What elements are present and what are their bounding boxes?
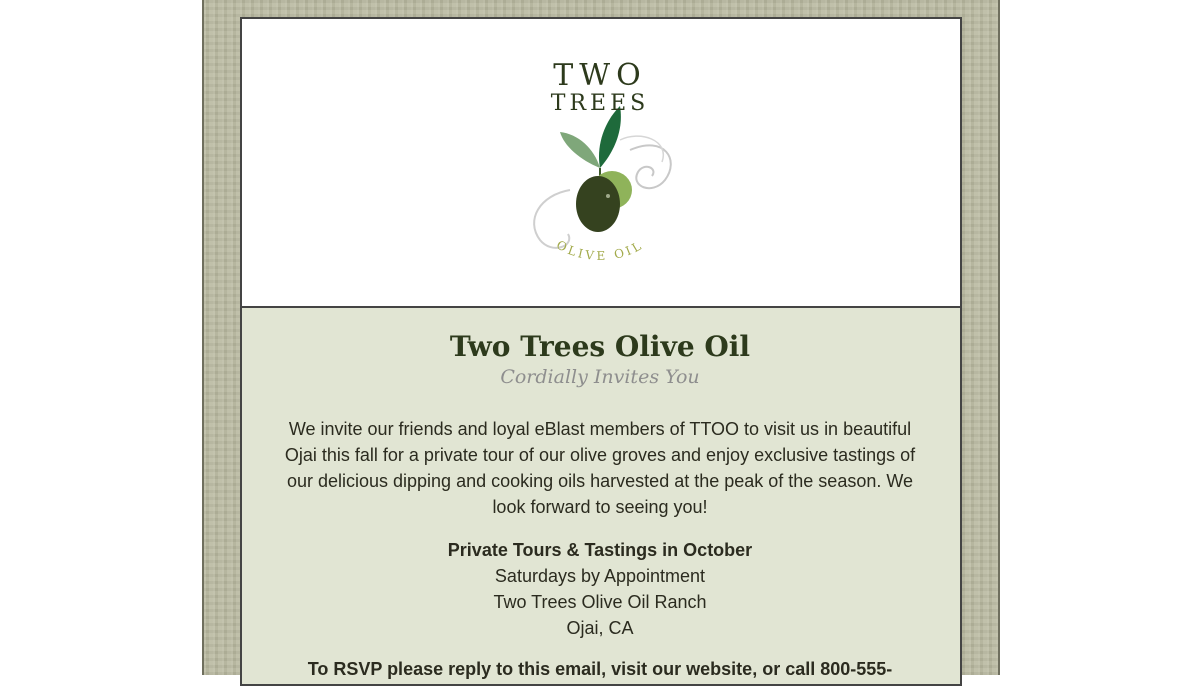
event-schedule: Saturdays by Appointment xyxy=(494,566,706,586)
olive-dark xyxy=(576,176,620,232)
logo-word-trees: TREES xyxy=(550,91,650,116)
event-details xyxy=(0,537,1200,641)
rsvp-line: To RSVP please reply to this email, visit our website, or call 800-555- xyxy=(307,659,893,679)
invitation-title: Two Trees Olive Oil xyxy=(449,330,751,363)
event-location: Ojai, CA xyxy=(566,618,634,638)
leaf-left xyxy=(560,132,600,168)
event-heading: Private Tours & Tastings in October xyxy=(447,540,753,560)
invitation-body: We invite our friends and loyal eBlast members of TTOO to visit us in beautiful Ojai this fall for a private tour of our olive groves and enjoy exclusive tastings of our delicious dipping and cooking oils harvested at the peak of the season. We look forward to seeing you! xyxy=(284,419,916,517)
two-trees-logo xyxy=(480,50,720,290)
event-venue: Two Trees Olive Oil Ranch xyxy=(493,592,707,612)
logo-word-two: TWO xyxy=(553,58,647,93)
logo-tagline-path: OLIVE OIL xyxy=(553,237,646,264)
swirl-decoration xyxy=(630,145,671,188)
invitation-subtitle: Cordially Invites You xyxy=(500,366,700,388)
